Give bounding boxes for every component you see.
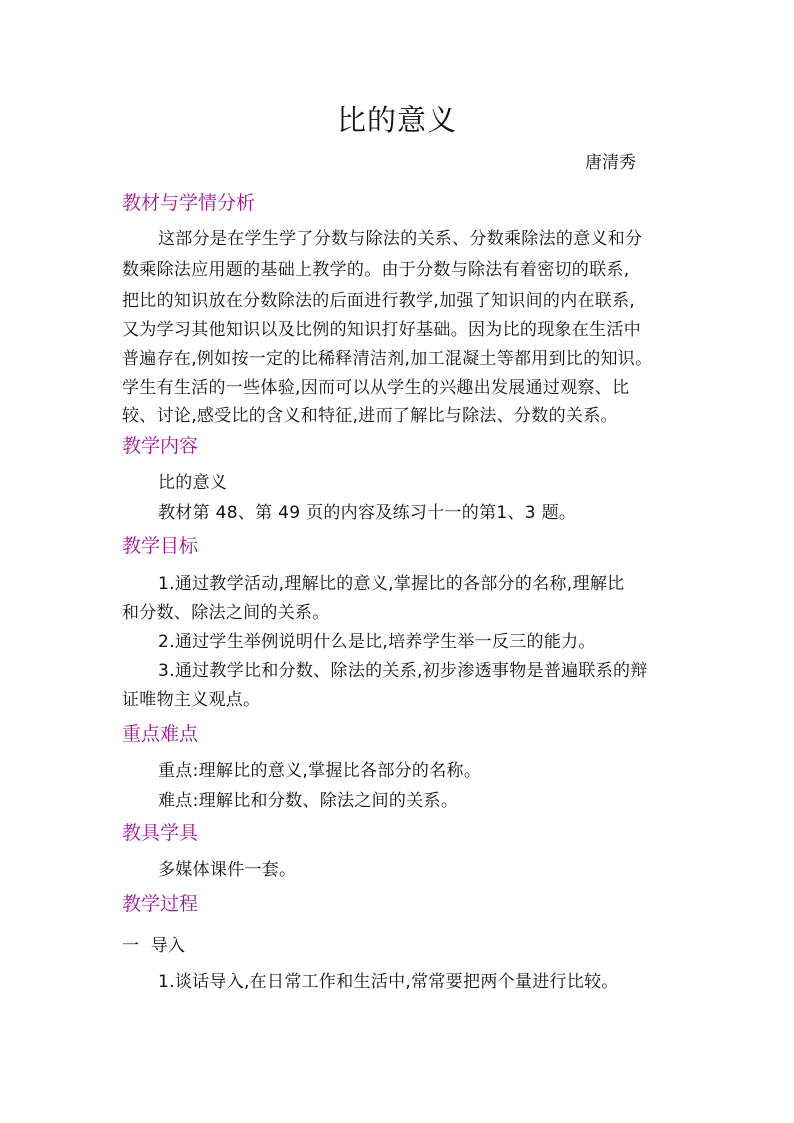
section-heading-process: 教学过程 [122, 893, 199, 915]
paragraph-line: 比的意义 [158, 473, 228, 493]
paragraph-line: 学生有生活的一些体验,因而可以从学生的兴趣出发展通过观察、比 [122, 378, 630, 398]
paragraph-line: 把比的知识放在分数除法的后面进行教学,加强了知识间的内在联系, [122, 291, 636, 311]
document-title: 比的意义 [336, 103, 457, 137]
paragraph-line: 1.谈话导入,在日常工作和生活中,常常要把两个量进行比较。 [158, 972, 619, 992]
paragraph-line: 数乘除法应用题的基础上教学的。由于分数与除法有着密切的联系, [122, 260, 630, 280]
paragraph-line: 教材第 48、第 49 页的内容及练习十一的第1、3 题。 [158, 503, 577, 523]
paragraph-line: 难点:理解比和分数、除法之间的关系。 [158, 791, 459, 811]
paragraph-line: 证唯物主义观点。 [122, 690, 261, 710]
section-heading-analysis: 教材与学情分析 [122, 192, 256, 214]
section-heading-content: 教学内容 [122, 435, 199, 457]
section-heading-tools: 教具学具 [122, 822, 199, 844]
paragraph-line: 多媒体课件一套。 [158, 860, 297, 880]
paragraph-line: 和分数、除法之间的关系。 [122, 603, 330, 623]
paragraph-line: 较、讨论,感受比的含义和特征,进而了解比与除法、分数的关系。 [122, 406, 618, 426]
paragraph-line: 1.通过教学活动,理解比的意义,掌握比的各部分的名称,理解比 [158, 574, 625, 594]
subsection-heading: 一 导入 [122, 936, 186, 956]
section-heading-keypoints: 重点难点 [122, 723, 199, 745]
paragraph-line: 这部分是在学生学了分数与除法的关系、分数乘除法的意义和分 [158, 229, 643, 249]
paragraph-line: 又为学习其他知识以及比例的知识打好基础。因为比的现象在生活中 [122, 320, 641, 340]
section-heading-goals: 教学目标 [122, 535, 199, 557]
paragraph-line: 3.通过教学比和分数、除法的关系,初步渗透事物是普遍联系的辩 [158, 661, 648, 681]
paragraph-line: 重点:理解比的意义,掌握比各部分的名称。 [158, 761, 482, 781]
paragraph-line: 普遍存在,例如按一定的比稀释清洁剂,加工混凝土等都用到比的知识。 [122, 349, 653, 369]
paragraph-line: 2.通过学生举例说明什么是比,培养学生举一反三的能力。 [158, 632, 596, 652]
author-name: 唐清秀 [585, 153, 636, 173]
